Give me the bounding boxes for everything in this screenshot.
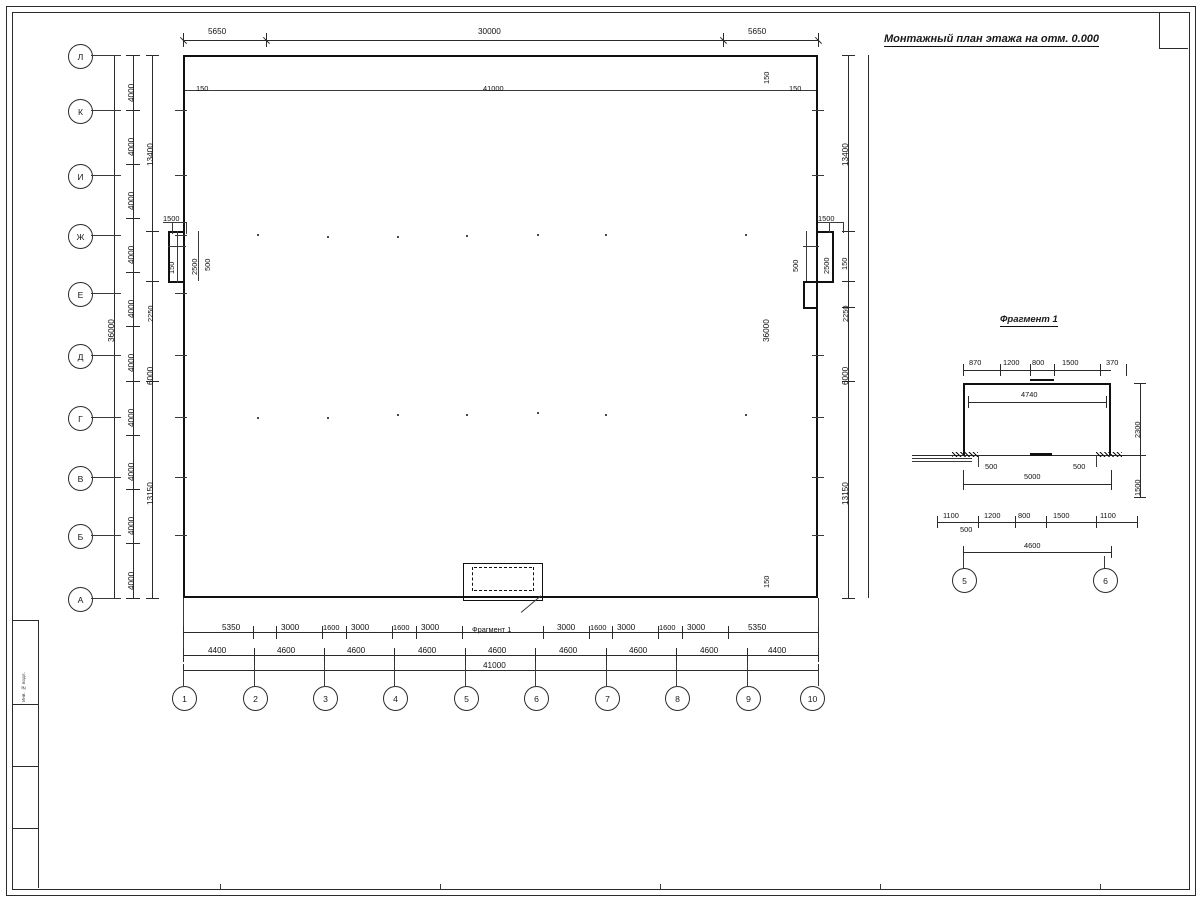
fragment-title: Фрагмент 1	[1000, 314, 1058, 325]
dim-tick	[324, 648, 325, 662]
axis-bubble-6[interactable]: 6	[524, 686, 549, 711]
fragment-dim-line-span	[963, 484, 1111, 485]
wall-right-notch-side	[803, 281, 805, 309]
dim-tick	[829, 222, 830, 233]
fragment-callout-dash-left	[472, 567, 473, 591]
fragment-callout-box	[463, 563, 543, 601]
fragment-base-plate-right	[1096, 452, 1122, 457]
grid-tick	[175, 477, 187, 478]
sheet-ruling-mark	[880, 884, 881, 889]
dim-tick	[186, 222, 187, 234]
axis-leader	[324, 662, 325, 686]
dim-text: 4000	[127, 137, 136, 156]
axis-leader	[91, 235, 121, 236]
dim-text: 500	[960, 525, 973, 534]
fragment-callout-dash-right	[533, 567, 534, 591]
axis-leader	[254, 662, 255, 686]
dim-tick	[963, 470, 964, 490]
wall-top	[183, 55, 818, 57]
axis-leader	[91, 55, 121, 56]
grid-tick	[812, 175, 824, 176]
wall-right-notch-bottom	[803, 307, 818, 309]
dim-tick	[1046, 516, 1047, 528]
dim-text: 1500	[1053, 511, 1070, 520]
dim-text: 800	[1018, 511, 1031, 520]
grid-tick	[175, 535, 187, 536]
dim-tick	[676, 648, 677, 662]
dim-text: 3000	[687, 623, 706, 632]
dim-text: 3000	[421, 623, 440, 632]
dim-tick	[126, 110, 140, 111]
grid-tick	[175, 235, 187, 236]
axis-leader	[91, 535, 121, 536]
axis-bubble-3[interactable]: 3	[313, 686, 338, 711]
fragment-ground-line	[912, 461, 972, 462]
axis-leader	[91, 355, 121, 356]
dim-text: 4600	[700, 646, 719, 655]
dim-tick	[183, 626, 184, 639]
dim-tick	[126, 435, 140, 436]
fragment-dim-line-total	[963, 552, 1111, 553]
dim-text: 500	[203, 258, 212, 271]
dim-text: 4000	[127, 571, 136, 590]
dim-tick	[1096, 516, 1097, 528]
dim-text: 2300	[1133, 421, 1142, 438]
dim-tick	[126, 55, 140, 56]
dim-text: 1600	[393, 623, 410, 632]
dim-line-right-total	[868, 55, 869, 598]
dim-tick	[937, 516, 938, 528]
fragment-top-slab	[963, 383, 1111, 385]
dim-text: 370	[1106, 358, 1119, 367]
dim-line-bottom-2	[183, 655, 818, 656]
grid-tick	[175, 293, 187, 294]
dim-text: 41000	[483, 661, 506, 670]
fragment-top-stub	[1030, 379, 1054, 381]
sheet-corner-tab	[1159, 12, 1188, 49]
axis-bubble-G[interactable]: Г	[68, 406, 93, 431]
axis-leader	[676, 662, 677, 686]
grid-tick	[812, 535, 824, 536]
sheet-ruling-mark	[220, 884, 221, 889]
dim-line-small	[198, 231, 199, 281]
dim-text: 5650	[748, 27, 767, 36]
dim-tick	[843, 222, 844, 233]
dim-tick	[146, 231, 159, 232]
dim-text: 870	[969, 358, 982, 367]
dim-line-small	[806, 231, 807, 281]
dim-line-small	[163, 222, 187, 223]
dim-text: 1600	[323, 623, 340, 632]
dim-tick	[462, 626, 463, 639]
axis-bubble-2[interactable]: 2	[243, 686, 268, 711]
axis-leader	[91, 293, 121, 294]
dim-tick	[346, 626, 347, 639]
fragment-callout-dash-top	[474, 567, 532, 568]
dim-text: 13400	[841, 143, 850, 166]
dim-text: 4000	[127, 83, 136, 102]
sheet-ruling-mark	[1100, 884, 1101, 889]
axis-bubble-9[interactable]: 9	[736, 686, 761, 711]
fragment-dim-line-top	[963, 370, 1111, 371]
dim-tick	[818, 648, 819, 662]
dim-line-small	[177, 231, 178, 283]
axis-bubble-B[interactable]: Б	[68, 524, 93, 549]
dim-text: 4600	[559, 646, 578, 655]
dim-text: 3000	[351, 623, 370, 632]
dim-text: 6000	[146, 366, 155, 385]
grid-tick	[175, 175, 187, 176]
page-title: Монтажный план этажа на отм. 0.000	[884, 33, 1100, 45]
dim-text: 1200	[1003, 358, 1020, 367]
dim-tick	[1015, 516, 1016, 528]
dim-tick	[1134, 455, 1146, 456]
dim-text: 800	[1032, 358, 1045, 367]
dim-text: 4600	[1024, 541, 1041, 550]
wall-right	[816, 55, 818, 598]
axis-bubble-D[interactable]: Д	[68, 344, 93, 369]
dim-tick	[978, 516, 979, 528]
dim-tick	[126, 218, 140, 219]
fragment-callout-label: Фрагмент 1	[472, 625, 512, 634]
dim-tick	[1111, 546, 1112, 558]
dim-tick	[253, 626, 254, 639]
dim-tick	[1030, 364, 1031, 376]
dim-text: 1500	[1133, 479, 1142, 496]
dim-text: 500	[985, 462, 998, 471]
dim-text: 3000	[281, 623, 300, 632]
dim-text: 1600	[659, 623, 676, 632]
fragment-base-plate-left	[952, 452, 978, 457]
axis-leader	[183, 670, 184, 686]
dim-tick	[254, 648, 255, 662]
axis-bubble-V[interactable]: В	[68, 466, 93, 491]
dim-text: 36000	[762, 319, 771, 342]
fragment-callout-dash-bottom	[474, 590, 532, 591]
dim-text: 4600	[418, 646, 437, 655]
fragment-left-column	[963, 383, 965, 455]
axis-leader	[91, 175, 121, 176]
dim-tick	[842, 598, 855, 599]
dim-text: 5350	[748, 623, 767, 632]
fragment-right-column	[1109, 383, 1111, 455]
dim-tick	[146, 598, 159, 599]
dim-text: 1500	[818, 214, 835, 223]
axis-leader	[465, 662, 466, 686]
dim-text: 4000	[127, 408, 136, 427]
dim-tick	[126, 381, 140, 382]
dim-tick	[543, 626, 544, 639]
dim-tick	[1137, 516, 1138, 528]
dim-tick	[842, 55, 855, 56]
dim-text: 150	[196, 84, 209, 93]
dim-text: 2250	[841, 305, 850, 322]
dim-text: 150	[840, 257, 849, 270]
dim-text: 2250	[146, 305, 155, 322]
dim-text: 13400	[146, 143, 155, 166]
axis-bubble-10[interactable]: 10	[800, 686, 825, 711]
dim-text: 4600	[488, 646, 507, 655]
dim-tick	[394, 648, 395, 662]
dim-text: 1100	[943, 511, 959, 520]
dim-text: 4000	[127, 299, 136, 318]
axis-leader	[535, 662, 536, 686]
dim-tick	[1134, 497, 1146, 498]
axis-bubble-L[interactable]: Л	[68, 44, 93, 69]
wall-left	[183, 55, 185, 598]
dim-tick	[842, 231, 855, 232]
dim-tick	[126, 598, 140, 599]
dim-tick	[1000, 364, 1001, 376]
dim-text: 4000	[127, 462, 136, 481]
dim-text: 1500	[1062, 358, 1079, 367]
dim-text: 1200	[984, 511, 1001, 520]
dim-text: 4740	[1021, 390, 1038, 399]
dim-tick	[818, 626, 819, 639]
wall-right-jog-bottom	[816, 281, 834, 283]
dim-text: 3000	[557, 623, 576, 632]
dim-text: 2500	[190, 258, 199, 275]
dim-tick	[416, 626, 417, 639]
axis-bubble-8[interactable]: 8	[665, 686, 690, 711]
dim-text: 500	[1073, 462, 1086, 471]
axis-bubble-I[interactable]: И	[68, 164, 93, 189]
sheet-border-inner	[12, 12, 1190, 890]
dim-tick	[535, 648, 536, 662]
dim-text: 5350	[222, 623, 241, 632]
fragment-dim-line-inner	[968, 402, 1106, 403]
dim-tick	[968, 396, 969, 408]
dim-text: 150	[762, 71, 771, 84]
axis-bubble-K[interactable]: К	[68, 99, 93, 124]
dim-line-bottom-1	[183, 632, 818, 633]
dim-tick	[146, 281, 159, 282]
dim-tick	[1096, 455, 1097, 467]
dim-text: 4600	[347, 646, 366, 655]
dim-text: 1500	[163, 214, 180, 223]
fragment-center-plate	[1030, 453, 1052, 456]
dim-text: 1100	[1100, 511, 1116, 520]
dim-text: 4000	[127, 191, 136, 210]
dim-text: 5650	[208, 27, 227, 36]
dim-tick	[1111, 470, 1112, 490]
dim-text: 150	[167, 261, 176, 274]
axis-bubble-ZH[interactable]: Ж	[68, 224, 93, 249]
dim-tick	[465, 648, 466, 662]
dim-text: 13150	[146, 482, 155, 505]
fragment-ground-line	[912, 458, 972, 459]
dim-text: 4400	[768, 646, 787, 655]
dim-text: 36000	[107, 319, 116, 342]
axis-leader	[818, 670, 819, 686]
grid-tick	[812, 355, 824, 356]
dim-text: 4600	[277, 646, 296, 655]
grid-tick	[812, 477, 824, 478]
dim-text: 150	[789, 84, 802, 93]
fragment-axis-bubble-6[interactable]: 6	[1093, 568, 1118, 593]
dim-tick	[1054, 364, 1055, 376]
grid-tick	[175, 110, 187, 111]
dim-tick	[978, 455, 979, 467]
dim-text: 30000	[478, 27, 501, 36]
dim-text: 4600	[629, 646, 648, 655]
axis-bubble-4[interactable]: 4	[383, 686, 408, 711]
dim-tick	[842, 281, 855, 282]
dim-text: 4000	[127, 245, 136, 264]
axis-leader	[394, 662, 395, 686]
axis-leader	[91, 477, 121, 478]
axis-bubble-7[interactable]: 7	[595, 686, 620, 711]
dim-tick	[126, 326, 140, 327]
grid-tick	[175, 355, 187, 356]
axis-bubble-A[interactable]: А	[68, 587, 93, 612]
fragment-axis-bubble-5[interactable]: 5	[952, 568, 977, 593]
dim-tick	[172, 222, 173, 234]
fragment-dim-line-bottom	[937, 522, 1137, 523]
dim-text: 4000	[127, 516, 136, 535]
dim-tick	[1134, 383, 1146, 384]
grid-tick	[175, 417, 187, 418]
dim-tick	[728, 626, 729, 639]
dim-tick	[682, 626, 683, 639]
grid-tick	[812, 417, 824, 418]
dim-text: 2500	[822, 257, 831, 274]
axis-bubble-5[interactable]: 5	[454, 686, 479, 711]
dim-text: 4000	[127, 353, 136, 372]
wall-right-jog-side	[832, 231, 834, 283]
dim-tick	[183, 648, 184, 662]
dim-text: 150	[762, 575, 771, 588]
dim-tick	[606, 648, 607, 662]
sheet-ruling-mark	[660, 884, 661, 889]
dim-text: 4400	[208, 646, 227, 655]
wall-right-notch	[803, 281, 817, 283]
dim-tick	[126, 164, 140, 165]
dim-text: 1600	[590, 623, 607, 632]
dim-tick	[747, 648, 748, 662]
dim-text: 41000	[483, 84, 504, 93]
axis-bubble-E[interactable]: Е	[68, 282, 93, 307]
axis-leader	[747, 662, 748, 686]
stamp-text-1: Инв. № подл.	[21, 671, 26, 702]
dim-text: 500	[791, 259, 800, 272]
dim-tick	[126, 489, 140, 490]
dim-text: 5000	[1024, 472, 1041, 481]
axis-leader	[91, 110, 121, 111]
grid-tick	[812, 110, 824, 111]
dim-tick	[126, 272, 140, 273]
dim-text: 13150	[841, 482, 850, 505]
sheet-ruling-mark	[440, 884, 441, 889]
dim-tick	[146, 55, 159, 56]
dim-line-bottom-total	[183, 670, 818, 671]
dim-tick	[963, 364, 964, 376]
dim-tick	[1100, 364, 1101, 376]
dim-line-small	[818, 222, 844, 223]
dim-tick	[276, 626, 277, 639]
dim-tick	[612, 626, 613, 639]
axis-leader	[91, 598, 121, 599]
axis-leader	[91, 417, 121, 418]
dim-tick	[1126, 364, 1127, 376]
dim-text: 6000	[841, 366, 850, 385]
axis-bubble-1[interactable]: 1	[172, 686, 197, 711]
dim-tick	[1106, 396, 1107, 408]
axis-leader	[606, 662, 607, 686]
dim-text: 3000	[617, 623, 636, 632]
dim-tick	[126, 543, 140, 544]
